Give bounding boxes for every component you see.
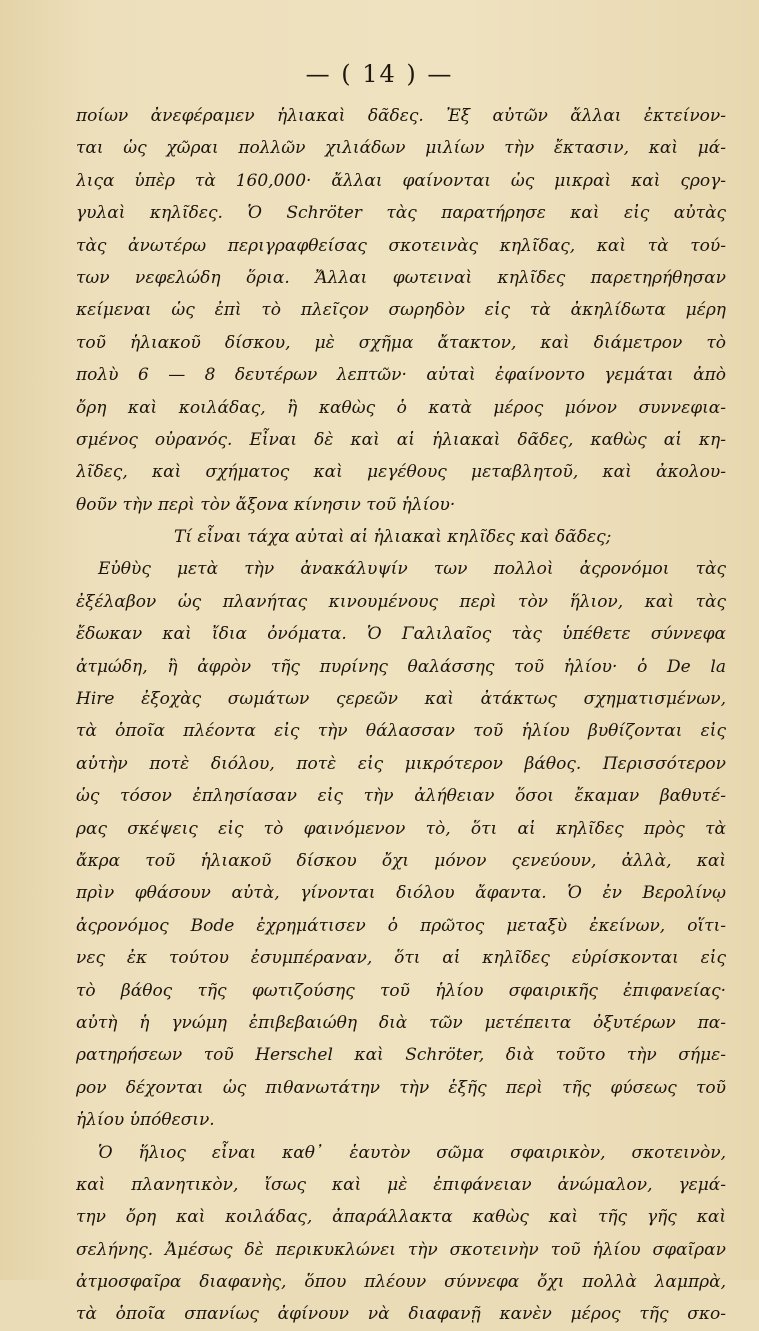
text-line: τὰς ἀνωτέρω περιγραφθείσας σκοτεινὰς κηλῖδας, καὶ τὰ τού- bbox=[76, 235, 726, 256]
text-line: λῖδες, καὶ σχήματος καὶ μεγέθους μεταβλητοῦ, καὶ ἀκολου- bbox=[76, 462, 726, 483]
text-line: κείμεναι ὡς ἐπὶ τὸ πλεῖςον σωρηδὸν εἰς τὰ ἀκηλίδωτα μέρη bbox=[76, 300, 726, 321]
paragraph-start: Ὁ ἥλιος εἶναι καθ᾽ ἑαυτὸν σῶμα σφαιρικὸν, σκοτεινὸν, bbox=[98, 1142, 726, 1163]
text-line: ποίων ἀνεφέραμεν ἡλιακαὶ δᾶδες. Ἐξ αὐτῶν ἄλλαι ἐκτείνον- bbox=[76, 106, 726, 126]
text-line: αὐτὴν ποτὲ διόλου, ποτὲ εἰς μικρότερον βάθος. Περισσότερον bbox=[76, 753, 726, 774]
text-line: την ὄρη καὶ κοιλάδας, ἀπαράλλακτα καθὼς καὶ τῆς γῆς καὶ bbox=[76, 1207, 726, 1228]
page-number: — ( 14 ) — bbox=[305, 60, 454, 88]
body-text bbox=[76, 100, 726, 1331]
text-line: ὡς τόσον ἐπλησίασαν εἰς τὴν ἀλήθειαν ὅσοι ἔκαμαν βαθυτέ- bbox=[76, 786, 726, 807]
paragraph-start: Εὐθὺς μετὰ τὴν ἀνακάλυψίν των πολλοὶ ἀςρονόμοι τὰς bbox=[98, 559, 726, 580]
text-line: ρον δέχονται ὡς πιθανωτάτην τὴν ἑξῆς περὶ τῆς φύσεως τοῦ bbox=[76, 1077, 726, 1098]
text-line: τοῦ ἡλιακοῦ δίσκου, μὲ σχῆμα ἄτακτον, καὶ διάμετρον τὸ bbox=[76, 332, 726, 353]
text-line: καὶ πλανητικὸν, ἴσως καὶ μὲ ἐπιφάνειαν ἀνώμαλον, γεμά- bbox=[76, 1174, 726, 1195]
text-line: ὄρη καὶ κοιλάδας, ἢ καθὼς ὁ κατὰ μέρος μόνον συννεφια- bbox=[76, 397, 726, 418]
text-line: ἔδωκαν καὶ ἴδια ὀνόματα. Ὁ Γαλιλαῖος τὰς ὑπέθετε σύννεφα bbox=[76, 624, 726, 645]
text-line: ἀςρονόμος Bode ἐχρημάτισεν ὁ πρῶτος μεταξὺ ἐκείνων, οἵτι- bbox=[76, 915, 726, 936]
text-line: θοῦν τὴν περὶ τὸν ἄξονα κίνησιν τοῦ ἡλίου· bbox=[76, 494, 456, 515]
text-line: ἐξέλαβον ὡς πλανήτας κινουμένους περὶ τὸν ἥλιον, καὶ τὰς bbox=[76, 591, 726, 612]
text-line: ἀτμοσφαῖρα διαφανὴς, ὅπου πλέουν σύννεφα ὄχι πολλὰ λαμπρὰ, bbox=[76, 1272, 726, 1293]
text-line: λιςα ὑπὲρ τὰ 160,000· ἄλλαι φαίνονται ὡς μικραὶ καὶ ςρογ- bbox=[76, 170, 726, 191]
text-line: ἀτμώδη, ἢ ἀφρὸν τῆς πυρίνης θαλάσσης τοῦ ἡλίου· ὁ De la bbox=[76, 656, 726, 677]
text-line: ται ὡς χῶραι πολλῶν χιλιάδων μιλίων τὴν ἔκτασιν, καὶ μά- bbox=[76, 138, 726, 159]
question-heading: Τί εἶναι τάχα αὐταὶ αἱ ἡλιακαὶ κηλῖδες καὶ δᾶδες; bbox=[174, 527, 612, 548]
text-line: των νεφελώδη ὅρια. Ἄλλαι φωτειναὶ κηλῖδες παρετηρήθησαν bbox=[76, 267, 726, 288]
text-line: ἡλίου ὑπόθεσιν. bbox=[76, 1110, 215, 1131]
text-line: σμένος οὐρανός. Εἶναι δὲ καὶ αἱ ἡλιακαὶ δᾶδες, καθὼς αἱ κη- bbox=[76, 429, 726, 450]
text-line: ἄκρα τοῦ ἡλιακοῦ δίσκου ὄχι μόνον ςενεύουν, ἀλλὰ, καὶ bbox=[76, 850, 726, 871]
text-line: τὸ βάθος τῆς φωτιζούσης τοῦ ἡλίου σφαιρικῆς ἐπιφανείας· bbox=[76, 980, 726, 1001]
text-line: νες ἐκ τούτου ἐσυμπέραναν, ὅτι αἱ κηλῖδες εὑρίσκονται εἰς bbox=[76, 948, 726, 969]
text-line: πρὶν φθάσουν αὐτὰ, γίνονται διόλου ἄφαντα. Ὁ ἐν Βερολίνῳ bbox=[76, 883, 726, 904]
text-line: τὰ ὁποῖα σπανίως ἀφίνουν νὰ διαφανῇ κανὲν μέρος τῆς σκο- bbox=[76, 1304, 726, 1325]
text-line: γυλαὶ κηλῖδες. Ὁ Schröter τὰς παρατήρησε καὶ εἰς αὐτὰς bbox=[76, 203, 726, 224]
text-line: αὐτὴ ἡ γνώμη ἐπιβεβαιώθη διὰ τῶν μετέπειτα ὀξυτέρων πα- bbox=[76, 1012, 726, 1033]
text-line: τὰ ὁποῖα πλέοντα εἰς τὴν θάλασσαν τοῦ ἡλίου βυθίζονται εἰς bbox=[76, 721, 726, 742]
text-line: ρας σκέψεις εἰς τὸ φαινόμενον τὸ, ὅτι αἱ κηλῖδες πρὸς τὰ bbox=[76, 818, 726, 839]
text-line: σελήνης. Ἀμέσως δὲ περικυκλώνει τὴν σκοτεινὴν τοῦ ἡλίου σφαῖραν bbox=[76, 1239, 726, 1260]
text-line: ρατηρήσεων τοῦ Herschel καὶ Schröter, διὰ τοῦτο τὴν σήμε- bbox=[76, 1045, 726, 1066]
text-line: Hire ἐξοχὰς σωμάτων ςερεῶν καὶ ἀτάκτως σχηματισμένων, bbox=[76, 689, 726, 710]
text-line: πολὺ 6 — 8 δευτέρων λεπτῶν· αὐταὶ ἐφαίνοντο γεμάται ἀπὸ bbox=[76, 365, 726, 386]
